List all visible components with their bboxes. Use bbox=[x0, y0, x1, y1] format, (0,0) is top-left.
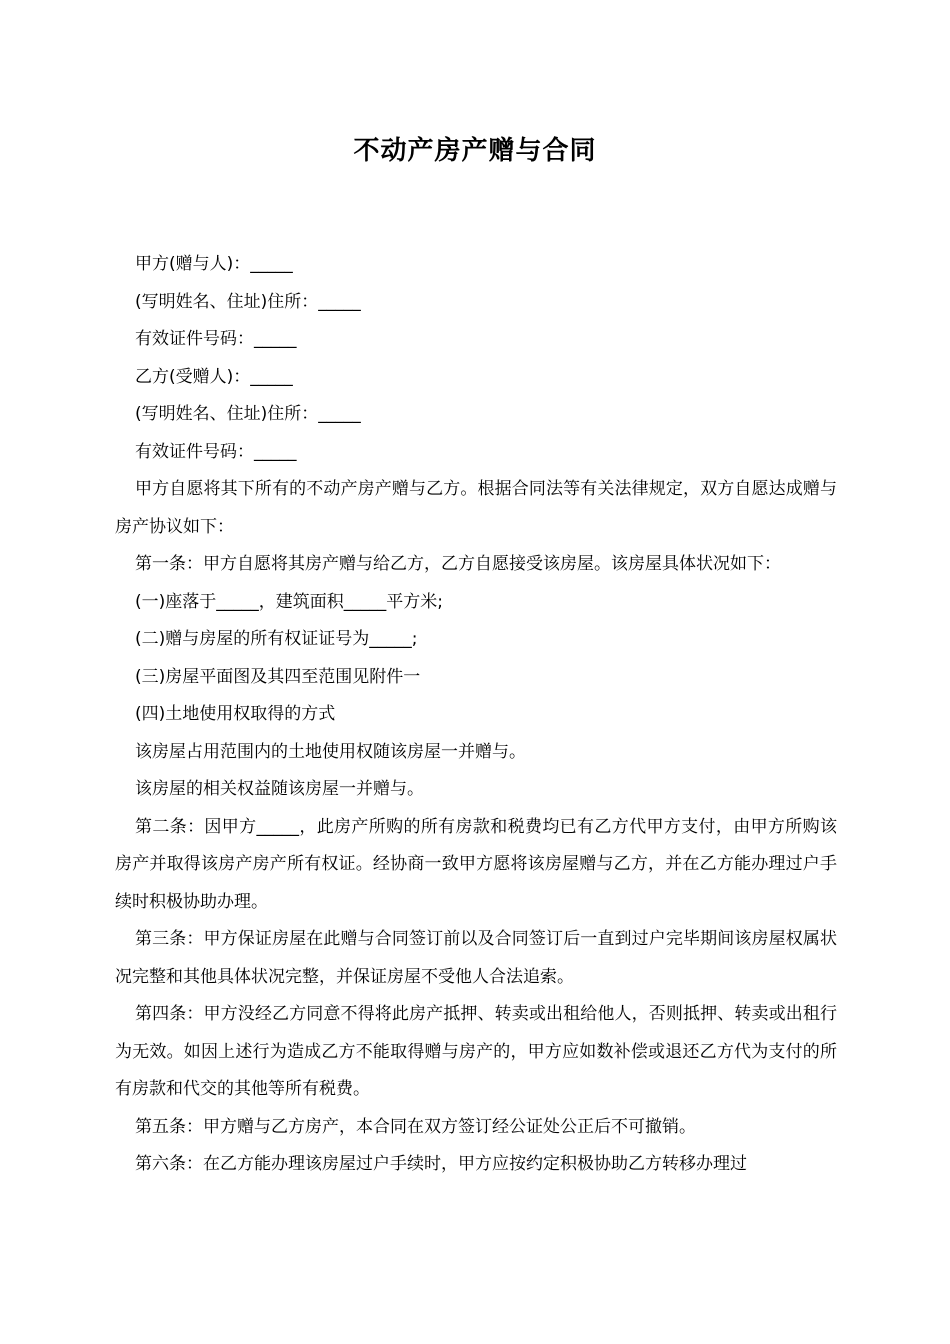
party-b-address: (写明姓名、住址)住所：_____ bbox=[135, 404, 361, 424]
party-a-address: (写明姓名、住址)住所：_____ bbox=[135, 291, 361, 312]
party-a-donor: 甲方(赠与人)：_____ bbox=[135, 254, 293, 274]
preamble-paragraph: 甲方自愿将其下所有的不动产房产赠与乙方。根据合同法等有关法律规定，双方自愿达成赠与房产协议如下： bbox=[115, 479, 837, 537]
party-b-id-number: 有效证件号码：_____ bbox=[135, 441, 297, 462]
party-b-donee: 乙方(受赠人)：_____ bbox=[135, 366, 293, 387]
party-a-id-number: 有效证件号码：_____ bbox=[135, 329, 297, 349]
article-1: 第一条：甲方自愿将其房产赠与给乙方，乙方自愿接受该房屋。该房屋具体状况如下： bbox=[135, 554, 781, 574]
article-6: 第六条：在乙方能办理该房屋过户手续时，甲方应按约定积极协助乙方转移办理过 bbox=[135, 1154, 747, 1174]
article-1-item-3: (三)房屋平面图及其四至范围见附件一 bbox=[135, 666, 421, 687]
document-title: 不动产房产赠与合同 bbox=[353, 136, 597, 166]
article-1-item-2: (二)赠与房屋的所有权证证号为_____; bbox=[135, 629, 418, 649]
article-1-item-1: (一)座落于_____，建筑面积_____平方米; bbox=[135, 591, 443, 612]
article-4: 第四条：甲方没经乙方同意不得将此房产抵押、转卖或出租给他人，否则抵押、转卖或出租行为无效。如因上述行为造成乙方不能取得赠与房产的，甲方应如数补偿或退还乙方代为支付的所有房款和代交的其他等所有税费。 bbox=[115, 1004, 837, 1099]
land-use-right-clause: 该房屋占用范围内的土地使用权随该房屋一并赠与。 bbox=[135, 741, 526, 762]
related-rights-clause: 该房屋的相关权益随该房屋一并赠与。 bbox=[135, 779, 424, 799]
article-1-item-4: (四)土地使用权取得的方式 bbox=[135, 704, 336, 724]
article-5: 第五条：甲方赠与乙方房产，本合同在双方签订经公证处公正后不可撤销。 bbox=[135, 1116, 696, 1137]
document-body bbox=[115, 246, 837, 1184]
article-3: 第三条：甲方保证房屋在此赠与合同签订前以及合同签订后一直到过户完毕期间该房屋权属状况完整和其他具体状况完整，并保证房屋不受他人合法追索。 bbox=[115, 929, 837, 987]
article-2: 第二条：因甲方_____，此房产所购的所有房款和税费均已有乙方代甲方支付，由甲方所购该房产并取得该房产房产所有权证。经协商一致甲方愿将该房屋赠与乙方，并在乙方能办理过户手续时积极协助办理。 bbox=[115, 816, 837, 912]
